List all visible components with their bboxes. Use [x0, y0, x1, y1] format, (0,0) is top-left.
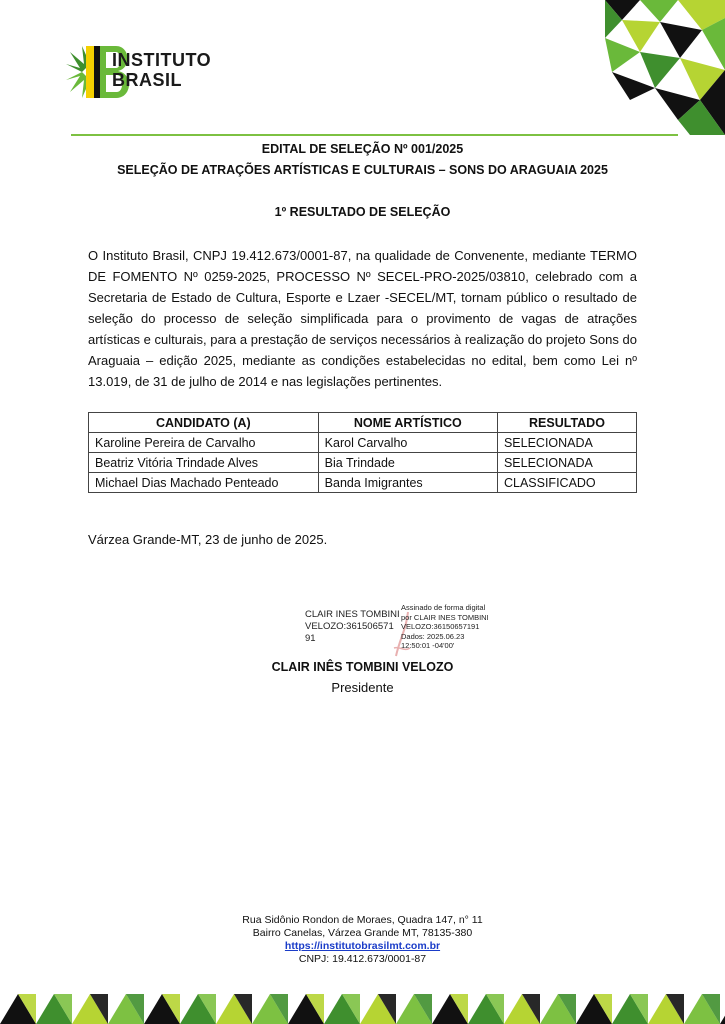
column-header-candidato: CANDIDATO (A): [89, 413, 319, 433]
result-status: SELECIONADA: [497, 433, 636, 453]
footer-district: Bairro Canelas, Várzea Grande MT, 78135-380: [252, 927, 473, 939]
signature-id-line: CLAIR INES TOMBINI: [305, 609, 400, 620]
candidate-name: Michael Dias Machado Penteado: [89, 473, 319, 493]
result-status: CLASSIFICADO: [497, 473, 636, 493]
footer-address: Rua Sidônio Rondon de Moraes, Quadra 147, n° 11: [242, 914, 483, 926]
logo-line-brasil: BRASIL: [112, 70, 182, 90]
signature-id-line: 91: [305, 633, 316, 644]
signature-id-line: VELOZO:361506571: [305, 621, 394, 632]
artistic-name: Karol Carvalho: [318, 433, 497, 453]
place-date: Várzea Grande-MT, 23 de junho de 2025.: [88, 532, 328, 547]
logo-line-instituto: INSTITUTO: [112, 50, 212, 70]
artistic-name: Bia Trindade: [318, 453, 497, 473]
signature-detail-line: por CLAIR INES TOMBINI: [401, 612, 489, 622]
table-row: [89, 453, 637, 473]
band-triangle: [720, 994, 725, 1024]
body-paragraph: O Instituto Brasil, CNPJ 19.412.673/0001-87, na qualidade de Convenente, mediante TERMO DE FOMENTO Nº 0259-2025, PROCESSO Nº SECEL-PRO-2025/03810, celebrado com a Secretaria de Estado de Cultura, Esporte e Lzaer -SECEL/MT, tornam público o resultado de seleção do processo de seleção simplificada para o provimento de vagas de atrações artísticas e culturais, para a prestação de serviços necessários à realização do projeto Sons do Araguaia – edição 2025, mediante as condições estabelecidas no edital, bem como Lei nº 13.019, de 31 de julho de 2014 e nas legislações pertinentes.: [88, 248, 637, 389]
column-header-nome-artistico: NOME ARTÍSTICO: [318, 413, 497, 433]
edital-title: EDITAL DE SELEÇÃO Nº 001/2025: [261, 142, 464, 156]
column-header-resultado: RESULTADO: [497, 413, 636, 433]
footer-website: [0, 940, 725, 952]
artistic-name: Banda Imigrantes: [318, 473, 497, 493]
logo-wordmark: [112, 50, 211, 90]
candidate-name: Beatriz Vitória Trindade Alves: [89, 453, 319, 473]
table-row: [89, 473, 637, 493]
header-divider: [71, 134, 678, 136]
signature-detail-line: VELOZO:36150657191: [401, 622, 480, 631]
corner-pattern-decoration: [600, 0, 725, 135]
results-table: [88, 412, 637, 493]
table-header-row: [89, 413, 637, 433]
bottom-pattern-decoration: [0, 988, 725, 1024]
website-link[interactable]: https://institutobrasilmt.com.br: [284, 940, 441, 952]
edital-subtitle: SELEÇÃO DE ATRAÇÕES ARTÍSTICAS E CULTURAIS – SONS DO ARAGUAIA 2025: [117, 163, 608, 177]
table-row: [89, 433, 637, 453]
signature-signer-id: [305, 609, 400, 645]
section-title: 1º RESULTADO DE SELEÇÃO: [274, 205, 451, 219]
signer-name: CLAIR INÊS TOMBINI VELOZO: [271, 660, 454, 674]
signer-role: Presidente: [331, 680, 394, 695]
signature-digital-details: [401, 603, 489, 651]
signature-detail-line: 12:50:01 -04'00': [401, 641, 455, 650]
signature-detail-line: Dados: 2025.06.23: [401, 631, 465, 641]
candidate-name: Karoline Pereira de Carvalho: [89, 433, 319, 453]
result-status: SELECIONADA: [497, 453, 636, 473]
footer-cnpj: CNPJ: 19.412.673/0001-87: [298, 953, 427, 965]
signature-detail-line: Assinado de forma digital: [401, 603, 486, 612]
